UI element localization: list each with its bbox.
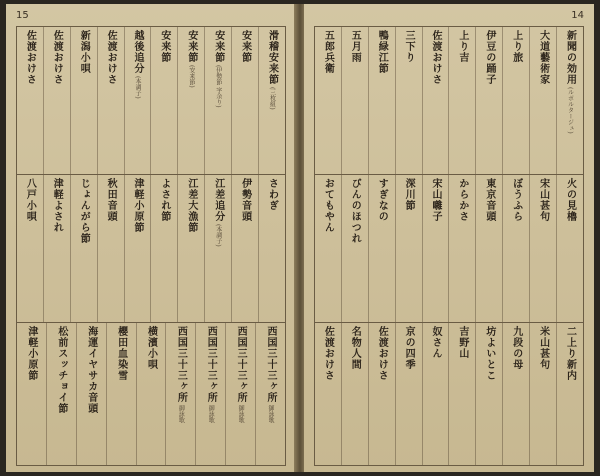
catalog-entry [165, 323, 195, 465]
entry-title: 宋山囃子 [430, 178, 442, 222]
entry-subtitle: (三枚組) [268, 87, 276, 110]
catalog-entry [315, 175, 341, 322]
catalog-entry [97, 27, 124, 174]
catalog-entry [502, 27, 529, 174]
catalog-entry [475, 323, 502, 465]
catalog-entry [43, 175, 70, 322]
entry-title: 新聞の効用 [564, 30, 576, 85]
left-catalog-grid [16, 26, 286, 466]
catalog-entry [502, 175, 529, 322]
entry-title: 横濱小唄 [145, 326, 157, 370]
catalog-entry [529, 323, 556, 465]
catalog-entry [475, 27, 502, 174]
catalog-entry [341, 27, 368, 174]
entry-title: 吉野山 [456, 326, 468, 359]
catalog-entry [556, 27, 583, 174]
catalog-entry [70, 27, 97, 174]
entry-title: 上り吉 [456, 30, 468, 63]
catalog-entry [422, 175, 449, 322]
entry-title: 江差大漁節 [185, 178, 197, 233]
entry-title: 佐渡おけさ [322, 326, 334, 381]
entry-title: 安来節 [212, 30, 224, 63]
entry-title: 火の見櫓 [564, 178, 576, 222]
catalog-entry [150, 27, 177, 174]
catalog-entry [46, 323, 76, 465]
entry-title: じょんがら節 [78, 178, 90, 244]
left-band-top [17, 27, 285, 175]
entry-title: 秋田音頭 [105, 178, 117, 222]
page-number-right: 14 [571, 10, 584, 21]
entry-title: 滑稽安来節 [266, 30, 278, 85]
catalog-entry [70, 175, 97, 322]
entry-title: 西国三十三ヶ所 [265, 326, 277, 403]
entry-title: 佐渡おけさ [105, 30, 117, 85]
catalog-entry [556, 175, 583, 322]
right-page [304, 4, 594, 472]
catalog-entry [529, 27, 556, 174]
entry-subtitle: 御詠歌 [207, 405, 215, 423]
catalog-entry [395, 175, 422, 322]
catalog-entry [422, 323, 449, 465]
entry-title: 深川節 [403, 178, 415, 211]
catalog-entry [124, 175, 151, 322]
entry-subtitle: 御詠歌 [177, 405, 185, 423]
catalog-entry [177, 175, 204, 322]
entry-title: 京の四季 [403, 326, 415, 370]
catalog-entry [150, 175, 177, 322]
entry-title: からかさ [456, 178, 468, 222]
entry-title: 佐渡おけさ [376, 326, 388, 381]
catalog-entry [448, 323, 475, 465]
catalog-entry [368, 175, 395, 322]
book-spread [6, 4, 594, 472]
catalog-entry [502, 323, 529, 465]
catalog-entry [448, 175, 475, 322]
entry-title: 松前スッチョイ節 [55, 326, 67, 414]
entry-title: おてもやん [322, 178, 334, 233]
entry-title: 安来節 [185, 30, 197, 63]
entry-title: 津軽よされ [51, 178, 63, 233]
entry-title: 坊よいとこ [483, 326, 495, 381]
entry-title: 佐渡おけさ [430, 30, 442, 85]
entry-title: 江差追分 [212, 178, 224, 222]
right-catalog-grid [314, 26, 584, 466]
catalog-entry [395, 27, 422, 174]
entry-title: 東京音頭 [483, 178, 495, 222]
catalog-entry [106, 323, 136, 465]
entry-title: 伊豆の踊子 [483, 30, 495, 85]
entry-title: すぎなの [376, 178, 388, 222]
entry-title: 九段の母 [510, 326, 522, 370]
entry-title: 二上り新内 [564, 326, 576, 381]
catalog-entry [315, 323, 341, 465]
catalog-entry [395, 323, 422, 465]
catalog-entry [422, 27, 449, 174]
catalog-entry [475, 175, 502, 322]
catalog-entry [177, 27, 204, 174]
entry-title: 八戸小唄 [24, 178, 36, 222]
entry-title: 西国三十三ヶ所 [235, 326, 247, 403]
entry-title: 越後追分 [132, 30, 144, 74]
entry-title: 櫻田血染雪 [115, 326, 127, 381]
catalog-entry [368, 27, 395, 174]
entry-title: ぼうふら [510, 178, 522, 222]
entry-subtitle: (本調子) [134, 76, 142, 99]
entry-title: 西国三十三ヶ所 [175, 326, 187, 403]
left-band-middle [17, 175, 285, 323]
catalog-entry [124, 27, 151, 174]
entry-title: 五月雨 [349, 30, 361, 63]
entry-subtitle: 御詠歌 [267, 405, 275, 423]
left-band-bottom [17, 323, 285, 465]
catalog-entry [204, 27, 231, 174]
entry-title: 伊勢音頭 [239, 178, 251, 222]
entry-title: 大道藝術家 [537, 30, 549, 85]
catalog-entry [448, 27, 475, 174]
catalog-entry [136, 323, 166, 465]
entry-title: 米山甚句 [537, 326, 549, 370]
catalog-entry [529, 175, 556, 322]
entry-title: 三下り [403, 30, 415, 63]
catalog-entry [17, 27, 43, 174]
catalog-entry [225, 323, 255, 465]
catalog-entry [258, 27, 285, 174]
entry-title: 名物人間 [349, 326, 361, 370]
entry-title: びんのほつれ [349, 178, 361, 244]
entry-title: 宋山甚句 [537, 178, 549, 222]
entry-subtitle: (ルポルタージュ) [566, 87, 574, 134]
catalog-entry [204, 175, 231, 322]
catalog-entry [17, 323, 46, 465]
catalog-entry [341, 323, 368, 465]
catalog-entry [43, 27, 70, 174]
entry-title: 安来節 [158, 30, 170, 63]
catalog-entry [231, 27, 258, 174]
entry-title: さわぎ [266, 178, 278, 211]
entry-title: 佐渡おけさ [24, 30, 36, 85]
catalog-entry [195, 323, 225, 465]
entry-subtitle: 御詠歌 [237, 405, 245, 423]
catalog-entry [97, 175, 124, 322]
catalog-entry [76, 323, 106, 465]
entry-title: 津軽小原節 [132, 178, 144, 233]
entry-title: 奴さん [430, 326, 442, 359]
catalog-entry [315, 27, 341, 174]
catalog-entry [341, 175, 368, 322]
entry-subtitle: (安来節) [187, 65, 195, 88]
entry-subtitle: (伊勢節 字余り) [214, 65, 222, 108]
entry-title: 上り旅 [510, 30, 522, 63]
catalog-entry [17, 175, 43, 322]
entry-subtitle: (本調子) [214, 224, 222, 247]
entry-title: 佐渡おけさ [51, 30, 63, 85]
right-band-bottom [315, 323, 583, 465]
entry-title: 西国三十三ヶ所 [205, 326, 217, 403]
catalog-entry [258, 175, 285, 322]
entry-title: 鴨緑江節 [376, 30, 388, 74]
entry-title: 津軽小原節 [25, 326, 37, 381]
catalog-entry [231, 175, 258, 322]
entry-title: 新潟小唄 [78, 30, 90, 74]
entry-title: 海運イヤサカ音頭 [85, 326, 97, 414]
catalog-entry [255, 323, 285, 465]
entry-title: 五郎兵衛 [322, 30, 334, 74]
right-band-middle [315, 175, 583, 323]
entry-title: 安来節 [239, 30, 251, 63]
page-number-left: 15 [16, 10, 29, 21]
right-band-top [315, 27, 583, 175]
catalog-entry [368, 323, 395, 465]
left-page [6, 4, 296, 472]
catalog-entry [556, 323, 583, 465]
entry-title: よされ節 [158, 178, 170, 222]
